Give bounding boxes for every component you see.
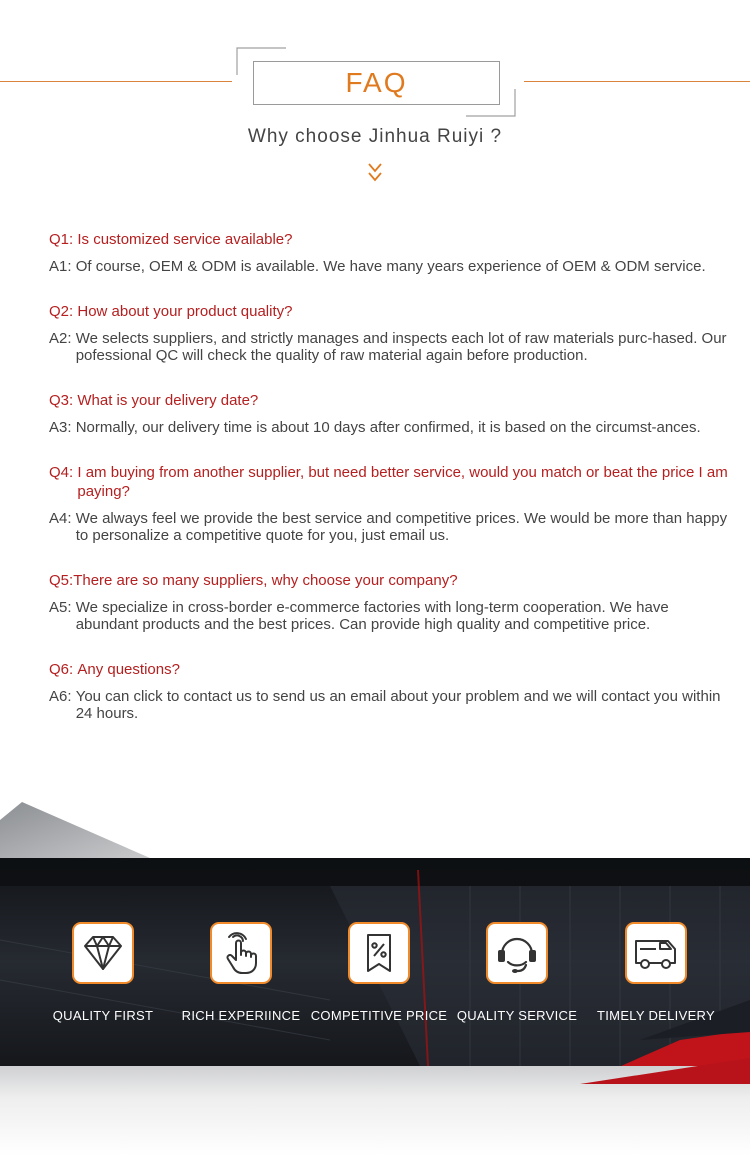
- feature-icon-box: [486, 922, 548, 984]
- faq-question: [49, 463, 729, 501]
- faq-question: [49, 571, 729, 590]
- question-text: There are so many suppliers, why choose your company?: [73, 572, 458, 589]
- answer-number: A4:: [49, 510, 76, 527]
- header-divider-right: [524, 81, 750, 82]
- faq-item: [49, 571, 729, 633]
- feature-quality-first: [33, 922, 173, 1023]
- faq-list: [49, 230, 729, 749]
- faq-answer: [49, 419, 729, 436]
- faq-answer: [49, 688, 729, 722]
- answer-text: We specialize in cross-border e-commerce factories with long-term cooperation. We have abundant products and the best prices. Can provide high quality and competitive price.: [75, 599, 669, 633]
- faq-answer: [49, 330, 729, 364]
- page-subtitle: Why choose Jinhua Ruiyi ?: [247, 126, 503, 147]
- question-text: I am buying from another supplier, but need better service, would you match or beat the price I am paying?: [77, 464, 728, 500]
- faq-answer: [49, 510, 729, 544]
- features-row: [0, 922, 750, 1032]
- faq-item: [49, 302, 729, 364]
- question-text: What is your delivery date?: [77, 392, 259, 409]
- feature-icon-box: [210, 922, 272, 984]
- feature-icon-box: [625, 922, 687, 984]
- answer-text: Normally, our delivery time is about 10 days after confirmed, it is based on the circumst-ances.: [75, 419, 701, 436]
- answer-number: A2:: [49, 330, 76, 347]
- question-text: How about your product quality?: [77, 303, 293, 320]
- hand-pointer-icon: [219, 931, 263, 975]
- answer-number: A3:: [49, 419, 76, 436]
- feature-label: QUALITY FIRST: [52, 1008, 154, 1023]
- feature-quality-service: [447, 922, 587, 1023]
- feature-icon-box: [72, 922, 134, 984]
- question-number: Q3:: [49, 392, 78, 409]
- feature-rich-experience: [171, 922, 311, 1023]
- feature-timely-delivery: [586, 922, 726, 1023]
- answer-number: A5:: [49, 599, 76, 616]
- answer-number: A1:: [49, 258, 76, 275]
- features-banner: [0, 800, 750, 1156]
- question-number: Q5:: [49, 572, 74, 589]
- question-number: Q6:: [49, 661, 78, 678]
- feature-competitive-price: [309, 922, 449, 1023]
- question-text: Is customized service available?: [77, 231, 293, 248]
- answer-text: We always feel we provide the best service and competitive prices. We would be more than happy to personalize a competitive quote for you, just email us.: [75, 510, 728, 544]
- chevron-down-icon: [366, 162, 384, 184]
- question-number: Q2:: [49, 303, 78, 320]
- faq-item: [49, 391, 729, 436]
- answer-text: Of course, OEM & ODM is available. We have many years experience of OEM & ODM service.: [75, 258, 706, 275]
- delivery-truck-icon: [632, 931, 680, 975]
- answer-text: We selects suppliers, and strictly manages and inspects each lot of raw materials purc-hased. Our pofessional QC will check the quality of raw material again before production.: [75, 330, 727, 364]
- faq-item: [49, 463, 729, 544]
- faq-question: [49, 302, 729, 321]
- diamond-icon: [81, 931, 125, 975]
- answer-number: A6:: [49, 688, 76, 705]
- page-title: FAQ: [345, 67, 408, 98]
- headset-icon: [494, 930, 540, 976]
- feature-label: RICH EXPERIINCE: [181, 1008, 301, 1023]
- feature-icon-box: [348, 922, 410, 984]
- faq-item: [49, 230, 729, 275]
- header-divider-left: [0, 81, 232, 82]
- faq-answer: [49, 258, 729, 275]
- answer-text: You can click to contact us to send us an email about your problem and we will contact you within 24 hours.: [75, 688, 721, 722]
- question-text: Any questions?: [77, 661, 180, 678]
- question-number: Q4:: [49, 464, 78, 481]
- faq-answer: [49, 599, 729, 633]
- question-number: Q1:: [49, 231, 78, 248]
- faq-question: [49, 391, 729, 410]
- faq-title-box: [253, 61, 500, 105]
- faq-item: [49, 660, 729, 722]
- feature-label: COMPETITIVE PRICE: [310, 1008, 448, 1023]
- price-tag-icon: [357, 931, 401, 975]
- faq-question: [49, 230, 729, 249]
- feature-label: TIMELY DELIVERY: [597, 1008, 715, 1023]
- faq-question: [49, 660, 729, 679]
- feature-label: QUALITY SERVICE: [456, 1008, 578, 1023]
